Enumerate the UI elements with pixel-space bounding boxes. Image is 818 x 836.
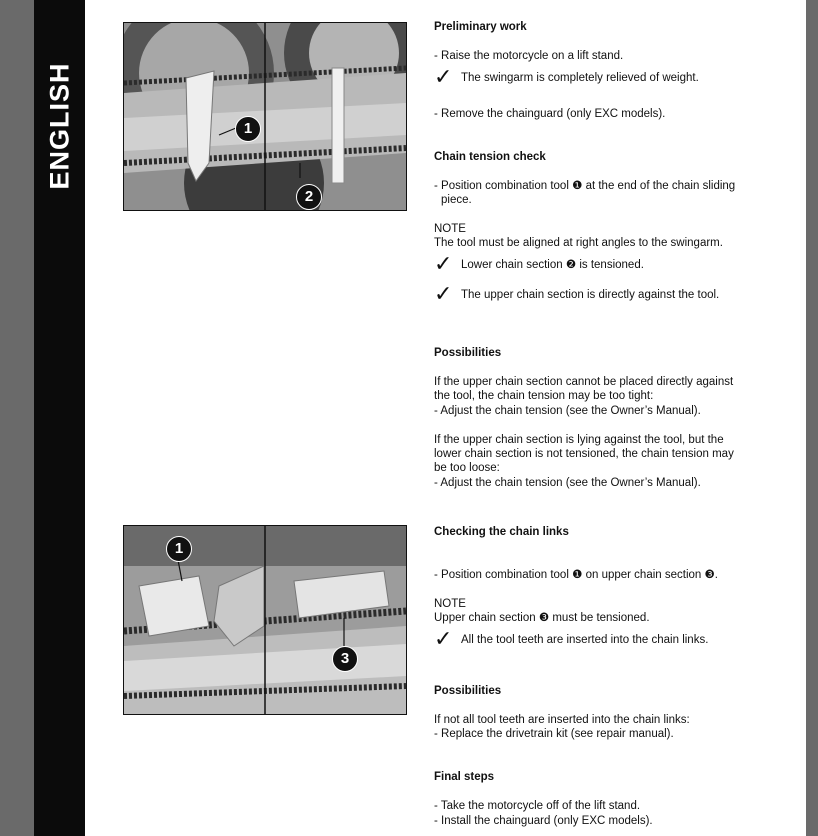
possibility-text: the tool, the chain tension may be too tight:	[434, 390, 654, 402]
note-label: NOTE	[434, 223, 466, 235]
heading-tension: Chain tension check	[434, 151, 546, 163]
step-raise: - Raise the motorcycle on a lift stand.	[434, 50, 624, 62]
step-install-chainguard: - Install the chainguard (only EXC models).	[434, 815, 653, 827]
callout-1-lower: 1	[166, 536, 192, 562]
possibility-text: - Adjust the chain tension (see the Owner’s Manual).	[434, 405, 701, 417]
possibility-text: be too loose:	[434, 462, 500, 474]
callout-3: 3	[332, 646, 358, 672]
manual-page: ENGLISH 1 2 1 3 Preliminary work - Raise the motorcycle on a lift stand. ✓ The swingarm is completely relieved of weight. - Remove the chainguard (only EXC models). Chain tension check - Position combination tool ❶ at the end of the chain sliding piece. NOTE The tool must be aligned at right angles to the swingarm. ✓ Lower chain section ❷ is tensioned. ✓ The upper chain section is directly against the tool. Possibilities If the upper chain section cannot be placed directly against the tool, the chain tension may be too tight: - Adjust the chain tension (see the Owner’s Manual). If the upper chain section is lying against the tool, but the lower chain section is not tensioned, the chain tension may be too loose: - Adjust the chain tension (see the Owner’s Manual). Checking the chain links - Position combination tool ❶ on upper chain section ❸. NOTE Upper chain section ❸ must be tensioned. ✓ All the tool teeth are inserted into the chain links. Possibilities If not all tool teeth are inserted into the chain links: - Replace the drivetrain kit (see repair manual). Final steps - Take the motorcycle off of the lift stand. - Install the chainguard (only EXC models).	[34, 0, 806, 836]
possibility-text: - Replace the drivetrain kit (see repair manual).	[434, 728, 674, 740]
step-position-tool: - Position combination tool ❶ at the end of the chain sliding	[434, 180, 736, 192]
note-label: NOTE	[434, 598, 466, 610]
chain-tension-photo	[123, 22, 407, 211]
check-icon: ✓	[434, 626, 453, 651]
step-remove-chainguard: - Remove the chainguard (only EXC models).	[434, 108, 666, 120]
chain-links-photo	[123, 525, 407, 715]
step-position-tool-cont: piece.	[441, 194, 472, 206]
heading-links: Checking the chain links	[434, 526, 569, 538]
check-icon: ✓	[434, 64, 453, 89]
note-text: Upper chain section ❸ must be tensioned.	[434, 612, 650, 624]
language-label: ENGLISH	[44, 62, 75, 190]
step-take-off: - Take the motorcycle off of the lift stand.	[434, 800, 641, 812]
note-text: The tool must be aligned at right angles to the swingarm.	[434, 237, 723, 249]
possibility-text: If not all tool teeth are inserted into the chain links:	[434, 714, 690, 726]
check-icon: ✓	[434, 281, 453, 306]
heading-possibilities-2: Possibilities	[434, 685, 502, 697]
possibility-text: - Adjust the chain tension (see the Owner’s Manual).	[434, 477, 701, 489]
possibility-text: If the upper chain section is lying against the tool, but the	[434, 434, 724, 446]
step-position-tool-upper: - Position combination tool ❶ on upper chain section ❸.	[434, 569, 718, 581]
possibility-text: If the upper chain section cannot be placed directly against	[434, 376, 734, 388]
heading-possibilities-1: Possibilities	[434, 347, 502, 359]
heading-final: Final steps	[434, 771, 495, 783]
callout-2: 2	[296, 184, 322, 210]
heading-preliminary: Preliminary work	[434, 21, 527, 33]
callout-1: 1	[235, 116, 261, 142]
language-sidebar	[34, 0, 85, 836]
possibility-text: lower chain section is not tensioned, the chain tension may	[434, 448, 734, 460]
check-icon: ✓	[434, 251, 453, 276]
